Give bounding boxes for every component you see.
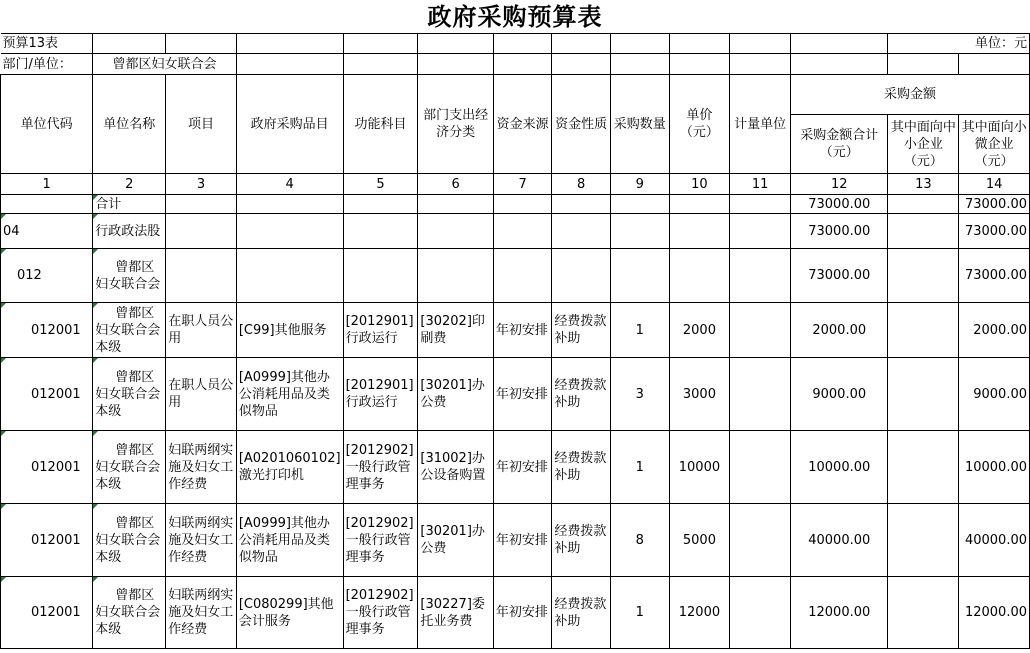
col-number: 7 — [493, 174, 552, 195]
amount-total: 40000.00 — [791, 504, 888, 577]
col-number: 14 — [959, 174, 1030, 195]
group-row-012 — [1, 249, 1030, 303]
amount-small-micro: 40000.00 — [959, 504, 1030, 577]
unit-code: 012001 — [1, 504, 93, 577]
procurement-item: [C080299]其他会计服务 — [236, 577, 343, 649]
fund-nature: 经费拨款补助 — [552, 431, 611, 504]
table-row — [1, 577, 1030, 649]
procurement-table — [0, 33, 1030, 649]
col-number: 6 — [418, 174, 493, 195]
measure-unit — [730, 504, 791, 577]
group-row-04 — [1, 214, 1030, 249]
header-procurement-item: 政府采购品目 — [236, 75, 343, 174]
procurement-item: [A0999]其他办公消耗用品及类似物品 — [236, 358, 343, 431]
quantity: 1 — [610, 577, 669, 649]
fund-source: 年初安排 — [493, 431, 552, 504]
amount-total: 10000.00 — [791, 431, 888, 504]
amount-small-micro: 12000.00 — [959, 577, 1030, 649]
col-number: 3 — [166, 174, 237, 195]
total-small-micro: 73000.00 — [959, 195, 1030, 214]
col-number: 10 — [669, 174, 730, 195]
quantity: 8 — [610, 504, 669, 577]
unit-name: 曾都区妇女联合会本级 — [93, 358, 166, 431]
fund-nature: 经费拨款补助 — [552, 577, 611, 649]
economic-class: [30202]印刷费 — [418, 303, 493, 358]
header-amount-group: 采购金额 — [791, 75, 1030, 115]
col-number: 11 — [730, 174, 791, 195]
amount-small-micro: 10000.00 — [959, 431, 1030, 504]
measure-unit — [730, 358, 791, 431]
column-number-row — [1, 174, 1030, 195]
unit-code: 012001 — [1, 358, 93, 431]
total-label: 合计 — [93, 195, 166, 214]
fund-source: 年初安排 — [493, 504, 552, 577]
group-name: 行政政法股 — [93, 214, 166, 249]
project: 在职人员公用 — [166, 303, 237, 358]
function-subject: [2012902]一般行政管理事务 — [343, 577, 418, 649]
project: 在职人员公用 — [166, 358, 237, 431]
unit-price: 2000 — [669, 303, 730, 358]
group-name: 曾都区妇女联合会 — [93, 249, 166, 303]
header-project: 项目 — [166, 75, 237, 174]
procurement-item: [A0999]其他办公消耗用品及类似物品 — [236, 504, 343, 577]
economic-class: [30201]办公费 — [418, 504, 493, 577]
amount-sme — [888, 358, 959, 431]
amount-sme — [888, 504, 959, 577]
department-row — [1, 54, 1030, 75]
project: 妇联两纲实施及妇女工作经费 — [166, 431, 237, 504]
procurement-item: [A0201060102]激光打印机 — [236, 431, 343, 504]
quantity: 3 — [610, 358, 669, 431]
header-fund-source: 资金来源 — [493, 75, 552, 174]
col-number: 9 — [610, 174, 669, 195]
col-number: 13 — [888, 174, 959, 195]
header-fund-nature: 资金性质 — [552, 75, 611, 174]
procurement-item: [C99]其他服务 — [236, 303, 343, 358]
page-title: 政府采购预算表 — [427, 2, 603, 31]
table-row — [1, 303, 1030, 358]
group-amount: 73000.00 — [791, 214, 888, 249]
quantity: 1 — [610, 431, 669, 504]
amount-total: 12000.00 — [791, 577, 888, 649]
amount-total: 9000.00 — [791, 358, 888, 431]
unit-code: 012001 — [1, 303, 93, 358]
amount-sme — [888, 577, 959, 649]
amount-sme — [888, 431, 959, 504]
group-amount: 73000.00 — [791, 249, 888, 303]
economic-class: [31002]办公设备购置 — [418, 431, 493, 504]
fund-nature: 经费拨款补助 — [552, 504, 611, 577]
group-code: 012 — [1, 249, 93, 303]
function-subject: [2012901]行政运行 — [343, 358, 418, 431]
header-function-subject: 功能科目 — [343, 75, 418, 174]
fund-nature: 经费拨款补助 — [552, 303, 611, 358]
unit-name: 曾都区妇女联合会本级 — [93, 504, 166, 577]
header-amount-total: 采购金额合计（元） — [791, 115, 888, 174]
unit-code: 012001 — [1, 431, 93, 504]
total-amount: 73000.00 — [791, 195, 888, 214]
amount-total: 2000.00 — [791, 303, 888, 358]
amount-small-micro: 2000.00 — [959, 303, 1030, 358]
col-number: 2 — [93, 174, 166, 195]
dept-name: 曾都区妇女联合会 — [93, 54, 237, 75]
project: 妇联两纲实施及妇女工作经费 — [166, 577, 237, 649]
unit-name: 曾都区妇女联合会本级 — [93, 303, 166, 358]
amount-small-micro: 9000.00 — [959, 358, 1030, 431]
col-number: 1 — [1, 174, 93, 195]
table-id-row — [1, 34, 1030, 54]
unit-name: 曾都区妇女联合会本级 — [93, 431, 166, 504]
quantity: 1 — [610, 303, 669, 358]
group-code: 04 — [1, 214, 93, 249]
fund-source: 年初安排 — [493, 358, 552, 431]
function-subject: [2012902]一般行政管理事务 — [343, 504, 418, 577]
table-id: 预算13表 — [1, 34, 93, 54]
economic-class: [30201]办公费 — [418, 358, 493, 431]
fund-nature: 经费拨款补助 — [552, 358, 611, 431]
group-small-micro: 73000.00 — [959, 214, 1030, 249]
header-row — [1, 75, 1030, 115]
measure-unit — [730, 577, 791, 649]
function-subject: [2012902]一般行政管理事务 — [343, 431, 418, 504]
header-measure-unit: 计量单位 — [730, 75, 791, 174]
total-row — [1, 195, 1030, 214]
unit-label: 单位：元 — [888, 34, 1030, 54]
header-economic-class: 部门支出经济分类 — [418, 75, 493, 174]
header-quantity: 采购数量 — [610, 75, 669, 174]
col-number: 8 — [552, 174, 611, 195]
fund-source: 年初安排 — [493, 577, 552, 649]
table-row — [1, 358, 1030, 431]
table-row — [1, 431, 1030, 504]
fund-source: 年初安排 — [493, 303, 552, 358]
unit-code: 012001 — [1, 577, 93, 649]
economic-class: [30227]委托业务费 — [418, 577, 493, 649]
unit-name: 曾都区妇女联合会本级 — [93, 577, 166, 649]
unit-price: 12000 — [669, 577, 730, 649]
group-small-micro: 73000.00 — [959, 249, 1030, 303]
header-small-micro: 其中面向小微企业（元） — [959, 115, 1030, 174]
amount-sme — [888, 303, 959, 358]
unit-price: 3000 — [669, 358, 730, 431]
unit-price: 10000 — [669, 431, 730, 504]
header-sme: 其中面向中小企业（元） — [888, 115, 959, 174]
measure-unit — [730, 431, 791, 504]
project: 妇联两纲实施及妇女工作经费 — [166, 504, 237, 577]
col-number: 12 — [791, 174, 888, 195]
header-unit-code: 单位代码 — [1, 75, 93, 174]
dept-label: 部门/单位： — [1, 54, 93, 75]
header-unit-price: 单价（元） — [669, 75, 730, 174]
col-number: 4 — [236, 174, 343, 195]
col-number: 5 — [343, 174, 418, 195]
table-row — [1, 504, 1030, 577]
header-unit-name: 单位名称 — [93, 75, 166, 174]
unit-price: 5000 — [669, 504, 730, 577]
function-subject: [2012901]行政运行 — [343, 303, 418, 358]
measure-unit — [730, 303, 791, 358]
